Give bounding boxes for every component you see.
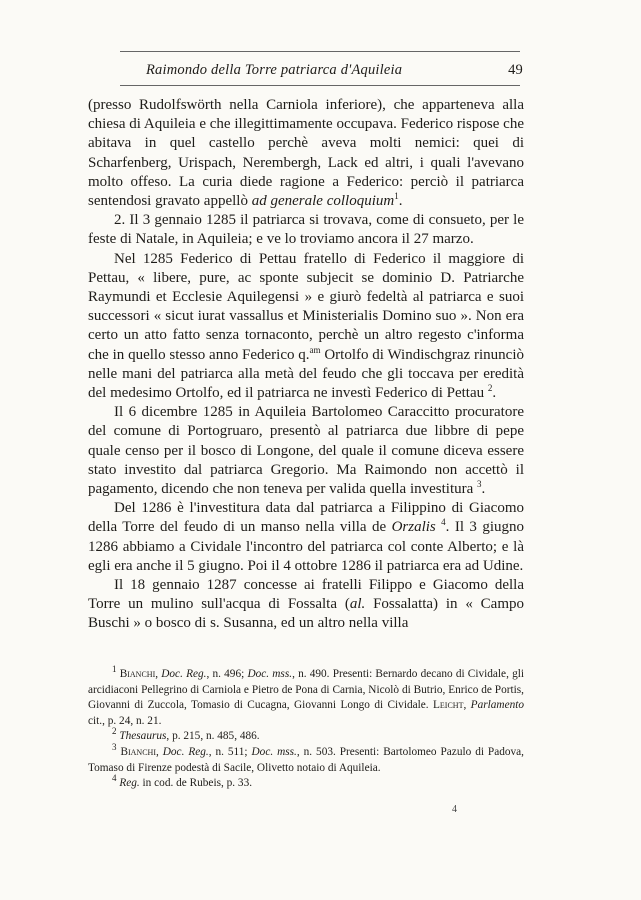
paragraph [88,403,524,499]
paragraph [88,96,524,211]
italic-text: Thesaurus [119,730,167,743]
italic-text: Doc. mss. [247,668,293,680]
header-rule-top [120,51,520,52]
text-run: . [398,193,403,210]
text-run: , [463,699,471,712]
footnote-ref: 1 [112,664,117,675]
text-run: . Il 3 giugno 1286 abbiamo a Cividale l'incontro del patriarca col conte Alberto; e là egli era anche il 5 giugno. Poi il 4 ottobre 1286 il patriarca era ad Udine. [88,519,524,574]
text-run: , n. 496; [206,668,248,680]
italic-text: Doc. mss. [251,745,297,758]
header-rule-bottom [120,85,520,86]
text-run: Fossalatta) in « Campo Buschi » o bosco di s. Susanna, ed un altro nella villa [88,596,524,632]
footnote-ref: 2 [487,383,493,394]
footnote-ref: 1 [394,191,399,202]
text-run: 2. Il 3 gennaio 1285 il patriarca si trovava, come di consueto, per le feste di Natale, in Aquileia; e ve lo troviamo ancora il 27 marzo. [88,212,524,248]
footnote-ref: 3 [112,742,117,753]
text-run: , [155,745,163,758]
text-run: Il 18 gennaio 1287 concesse ai fratelli Filippo e Giacomo della Torre un mulino sull'acqua di Fossalta ( [88,577,524,613]
running-title: Raimondo della Torre patriarca d'Aquileia [146,62,403,78]
footnote-ref: 3 [477,479,482,490]
page-number: 49 [508,62,523,78]
italic-text: Reg. [119,777,140,790]
footnotes [88,664,525,792]
footnote-ref: 4 [112,773,117,784]
paragraph [88,250,524,404]
footnote [88,773,524,792]
italic-text: Orzalis [391,519,436,536]
text-run: cit., p. 24, n. 21. [88,714,162,727]
paragraph [88,576,524,634]
italic-text: ad generale colloquium [251,193,395,210]
footnote-ref: 4 [441,517,446,528]
footnote [88,742,524,776]
text-run: , n. 503. Presenti: Bartolomeo Pazulo di Padova, Tomaso di Firenze podestà di Sacile, Olivetto notaio di Aquileia. [88,745,524,774]
text-run: , p. 215, n. 485, 486. [166,730,260,743]
footnote [88,726,524,745]
footnote-ref: 2 [112,726,117,737]
main-text [88,96,524,634]
text-run: Del 1286 è l'investitura data dal patriarca a Filippino di Giacomo della Torre del feudo di un manso nella villa de [88,500,524,536]
text-run: Ortolfo di Windischgraz rinunciò nelle mani del patriarca alla metà del feudo che gli toccava per eredità del medesimo Ortolfo, ed il patriarca ne investì Federico di Pettau [88,346,524,402]
signature-mark: 4 [452,804,457,815]
italic-text: al. [349,596,366,613]
italic-text: Parlamento [470,699,525,712]
italic-text: Doc. Reg. [161,668,207,680]
text-run: , n. 511; [208,745,252,758]
text-run: Nel 1285 Federico di Pettau fratello di Federico il maggiore di Pettau, « libere, pure, ac sponte subjecit se dominio D. Patriarche Raymundi et Ecclesie Aquilegensi » e giurò fedeltà al patriarca e suoi successori « sicut iurat vassallus et Ministerialis Domino suo ». Non era certo un atto fatto senza tornaconto, perchè un altro regesto c'informa che in quello stesso anno Federico q. [88,250,524,363]
footnote [88,664,525,729]
footnote-ref: am [309,344,321,355]
text-run: . [481,481,486,498]
paragraph [88,211,524,249]
paragraph [88,499,524,576]
author-name: Bianchi [120,745,156,758]
author-name: Bianchi [119,668,156,680]
text-run: , n. 490. Presenti: Bernardo decano di Cividale, gli arcidiaconi Pellegrino di Carniola e Pietro de Pona di Carnia, Nicolò di Butrio, Enrico de Portis, Giovanni di Zuccola, Tomasio di Cucagna, Giovanni Longo di Cividale. [88,668,525,712]
text-run: (presso Rudolfswörth nella Carniola inferiore), che apparteneva alla chiesa di Aquileia e che illegittimamente occupava. Federico rispose che abitava in quel castello perchè aveva molti nemici: quei di Scharfenberg, Urispach, Nerembergh, Lack ed altri, i quali l'avevano molto offeso. La curia diede ragione a Federico: perciò il patriarca sentendosi gravato appellò [88,97,524,210]
italic-text: Doc. Reg. [162,745,209,758]
text-run: Il 6 dicembre 1285 in Aquileia Bartolomeo Caraccitto procuratore del comune di Portogruaro, presentò al patriarca due libbre di pepe quale censo per il bosco di Longone, del quale il comune diceva essere stato investito dal patriarca Gregorio. Ma Raimondo non accettò il pagamento, dicendo che non teneva per valida quella investitura [88,404,524,498]
author-name: Leicht [433,699,464,712]
text-run: , [155,668,162,680]
text-run: in cod. de Rubeis, p. 33. [139,777,253,790]
text-run: . [492,385,497,402]
